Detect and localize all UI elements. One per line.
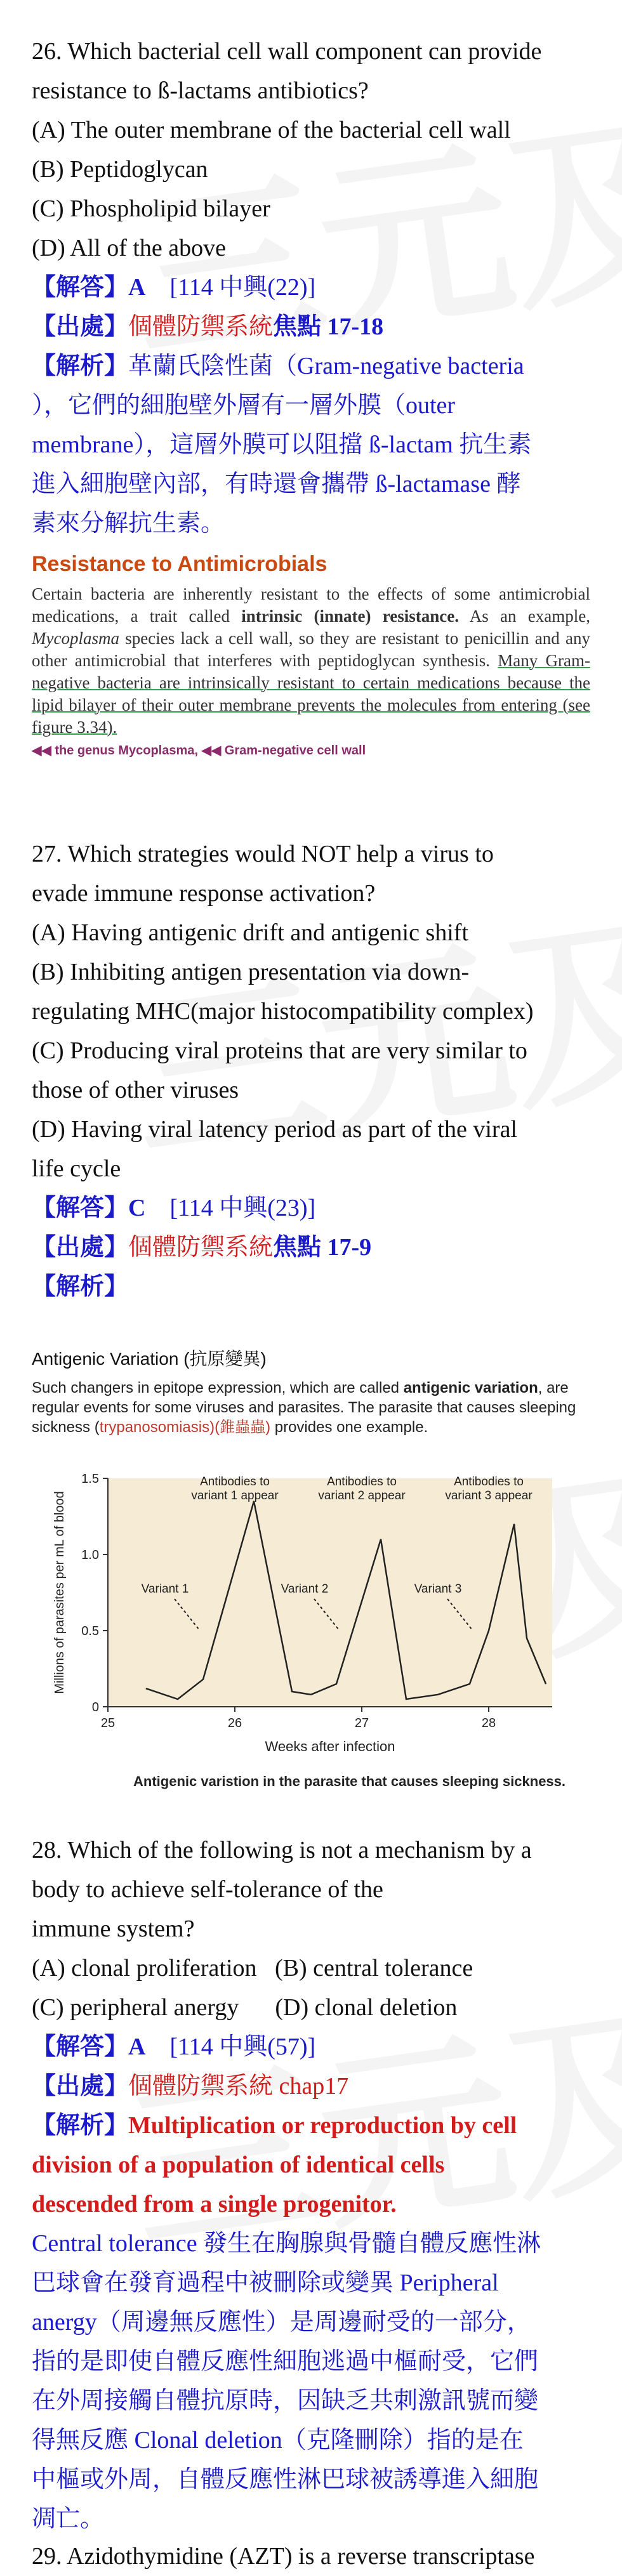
q28-explanation-definition: descended from a single progenitor.: [32, 2191, 397, 2218]
q28-explanation: anergy（周邊無反應性）是周邊耐受的一部分，: [32, 2309, 531, 2336]
q28-explanation: 巴球會在發育過程中被刪除或變異 Peripheral: [32, 2270, 499, 2296]
answer-reference: [114 中興(22)]: [169, 274, 316, 301]
source-label: 【出處】: [32, 1234, 129, 1261]
source-chapter: 個體防禦系統: [128, 313, 274, 340]
q28-explanation: 在外周接觸自體抗原時，因缺乏共刺激訊號而變: [32, 2388, 539, 2414]
data-point: [438, 1694, 439, 1695]
q26-explanation: membrane），這層外膜可以阻擋 ß-lactam 抗生素: [32, 431, 532, 458]
q27-source: [32, 1228, 371, 1267]
figure-term: antigenic variation: [403, 1379, 538, 1396]
explanation-label: 【解析】: [32, 2112, 129, 2139]
q27-option-c: (C) Producing viral proteins that are very similar to: [32, 1037, 527, 1064]
q26-stem: 26. Which bacterial cell wall component can provide: [32, 38, 542, 65]
q26-answer: [32, 268, 315, 307]
q27-option-d: (D) Having viral latency period as part of the viral: [32, 1116, 517, 1143]
y-tick-label: 0: [91, 1700, 99, 1714]
q28-explanation: 得無反應 Clonal deletion（克隆刪除）指的是在: [32, 2427, 524, 2454]
q27-option-b: regulating MHC(major histocompatibility complex): [32, 998, 534, 1025]
answer-reference: [114 中興(23)]: [169, 1195, 316, 1221]
q28-stem: body to achieve self-tolerance of the: [32, 1876, 383, 1903]
answer-label: 【解答】C: [32, 1195, 146, 1221]
explanation-label: 【解析】: [32, 353, 129, 379]
x-axis-label: Weeks after infection: [265, 1738, 395, 1754]
q27-option-a: (A) Having antigenic drift and antigenic shift: [32, 919, 469, 946]
q26-explanation: 進入細胞壁內部，有時還會攜帶 ß-lactamase 酵: [32, 471, 521, 497]
q28-explanation: Central tolerance 發生在胸腺與骨髓自體反應性淋: [32, 2230, 541, 2257]
q26-explanation: ），它們的細胞壁外層有一層外膜（outer: [32, 392, 456, 419]
q27-option-c: those of other viruses: [32, 1077, 239, 1103]
source-focus: 焦點 17-9: [273, 1234, 372, 1261]
excerpt-text: As an example,: [458, 607, 590, 626]
antibody-annotation: Antibodies to variant 1 appear: [191, 1475, 279, 1502]
q26-option-d: (D) All of the above: [32, 235, 227, 261]
antibody-annotation: Antibodies to variant 3 appear: [445, 1475, 533, 1502]
x-tick-label: 28: [481, 1716, 496, 1730]
q26-explanation: [32, 346, 524, 386]
source-focus: 焦點 17-18: [273, 313, 384, 340]
x-tick-label: 25: [100, 1716, 116, 1730]
q28-explanation-definition: division of a population of identical cells: [32, 2152, 445, 2178]
q26-explanation: 素來分解抗生素。: [32, 510, 225, 537]
q27-option-b: (B) Inhibiting antigen presentation via down-: [32, 959, 470, 985]
textbook-excerpt: [32, 552, 590, 758]
figure-text: Such changers in epitope expression, which are called: [32, 1379, 404, 1396]
q28-stem: immune system?: [32, 1916, 195, 1942]
x-tick-label: 27: [354, 1716, 369, 1730]
antigenic-variation-chart: [38, 1459, 584, 1758]
q28-stem: 28. Which of the following is not a mechanism by a: [32, 1837, 532, 1863]
figure-description: [32, 1378, 603, 1437]
data-point: [406, 1699, 407, 1700]
q26-option-a: (A) The outer membrane of the bacterial cell wall: [32, 117, 511, 143]
variant-annotation: Variant 2: [281, 1582, 329, 1596]
x-tick-label: 26: [227, 1716, 242, 1730]
q27-stem: evade immune response activation?: [32, 880, 376, 907]
q27-option-d: life cycle: [32, 1155, 121, 1182]
source-label: 【出處】: [32, 313, 129, 340]
antibody-annotation: Antibodies to variant 2 appear: [318, 1475, 406, 1502]
excerpt-highlight: Many Gram-negative bacteria are intrinsically resistant to certain medications because the lipid bilayer of their outer membrane prevents the molecules from entering (see figure 3.34).: [32, 651, 590, 737]
data-point: [514, 1524, 515, 1525]
excerpt-references: ◀◀ the genus Mycoplasma, ◀◀ Gram-negative cell wall: [32, 744, 366, 758]
answer-label: 【解答】A: [32, 274, 146, 301]
answer-label: 【解答】A: [32, 2034, 146, 2060]
q27-stem: 27. Which strategies would NOT help a virus to: [32, 841, 494, 867]
q28-answer: [32, 2027, 315, 2067]
y-axis-label: Millions of parasites per mL of blood: [53, 1491, 67, 1694]
figure-disease: trypanosomiasis)(錐蟲蟲): [99, 1419, 271, 1436]
q29-stem: 29. Azidothymidine (AZT) is a reverse transcriptase: [32, 2543, 535, 2570]
q27-answer: [32, 1188, 315, 1228]
data-point: [146, 1688, 147, 1689]
excerpt-heading: Resistance to Antimicrobials: [32, 552, 328, 576]
figure-text: , are regular events for some viruses and parasites. The parasite that causes sleeping sickness (: [32, 1379, 576, 1436]
y-tick-label: 1.0: [81, 1548, 99, 1562]
variant-annotation: Variant 1: [141, 1582, 189, 1596]
excerpt-term: intrinsic (innate) resistance.: [241, 607, 459, 626]
excerpt-genus: Mycoplasma: [32, 629, 119, 648]
antigenic-figure: [32, 1345, 603, 1437]
data-point: [336, 1684, 337, 1685]
q28-explanation: [32, 2106, 517, 2145]
answer-reference: [114 中興(57)]: [169, 2034, 316, 2060]
explanation-definition: Multiplication or reproduction by cell: [128, 2112, 517, 2139]
excerpt-paragraph: [32, 583, 590, 739]
source-label: 【出處】: [32, 2073, 129, 2100]
q26-source: [32, 307, 383, 346]
figure-title: Antigenic Variation (抗原變異): [32, 1349, 267, 1369]
y-tick-label: 0.5: [81, 1624, 99, 1638]
figure-text: provides one example.: [270, 1419, 428, 1436]
q28-explanation: 指的是即使自體反應性細胞逃過中樞耐受，它們: [32, 2348, 539, 2375]
q28-options-ab: (A) clonal proliferation (B) central tolerance: [32, 1955, 473, 1981]
q26-option-c: (C) Phospholipid bilayer: [32, 195, 270, 222]
q28-options-cd: (C) peripheral anergy (D) clonal deletion: [32, 1994, 458, 2021]
data-point: [311, 1694, 312, 1695]
figure-caption: Antigenic varistion in the parasite that causes sleeping sickness.: [133, 1773, 566, 1789]
q26-option-b: (B) Peptidoglycan: [32, 156, 208, 183]
source-chapter: 個體防禦系統: [128, 1234, 274, 1261]
variant-annotation: Variant 3: [414, 1582, 462, 1596]
q28-source: [32, 2067, 348, 2106]
q28-explanation: 凋亡。: [32, 2506, 105, 2532]
explanation-text: 革蘭氏陰性菌（Gram-negative bacteria: [128, 353, 524, 379]
excerpt-text: species lack a cell wall, so they are resistant to penicillin and any other antimicrobial that interferes with peptidoglycan synthesis.: [32, 629, 590, 670]
q27-explanation-label: 【解析】: [32, 1273, 129, 1300]
q26-stem: resistance to ß-lactams antibiotics?: [32, 77, 369, 104]
y-tick-label: 1.5: [81, 1472, 99, 1486]
q28-explanation: 中樞或外周，自體反應性淋巴球被誘導進入細胞: [32, 2466, 539, 2493]
excerpt-text: Certain bacteria are inherently resistant to the effects of some antimicrobial medications, a trait called: [32, 584, 590, 626]
source-chapter: 個體防禦系統 chap17: [128, 2073, 349, 2100]
